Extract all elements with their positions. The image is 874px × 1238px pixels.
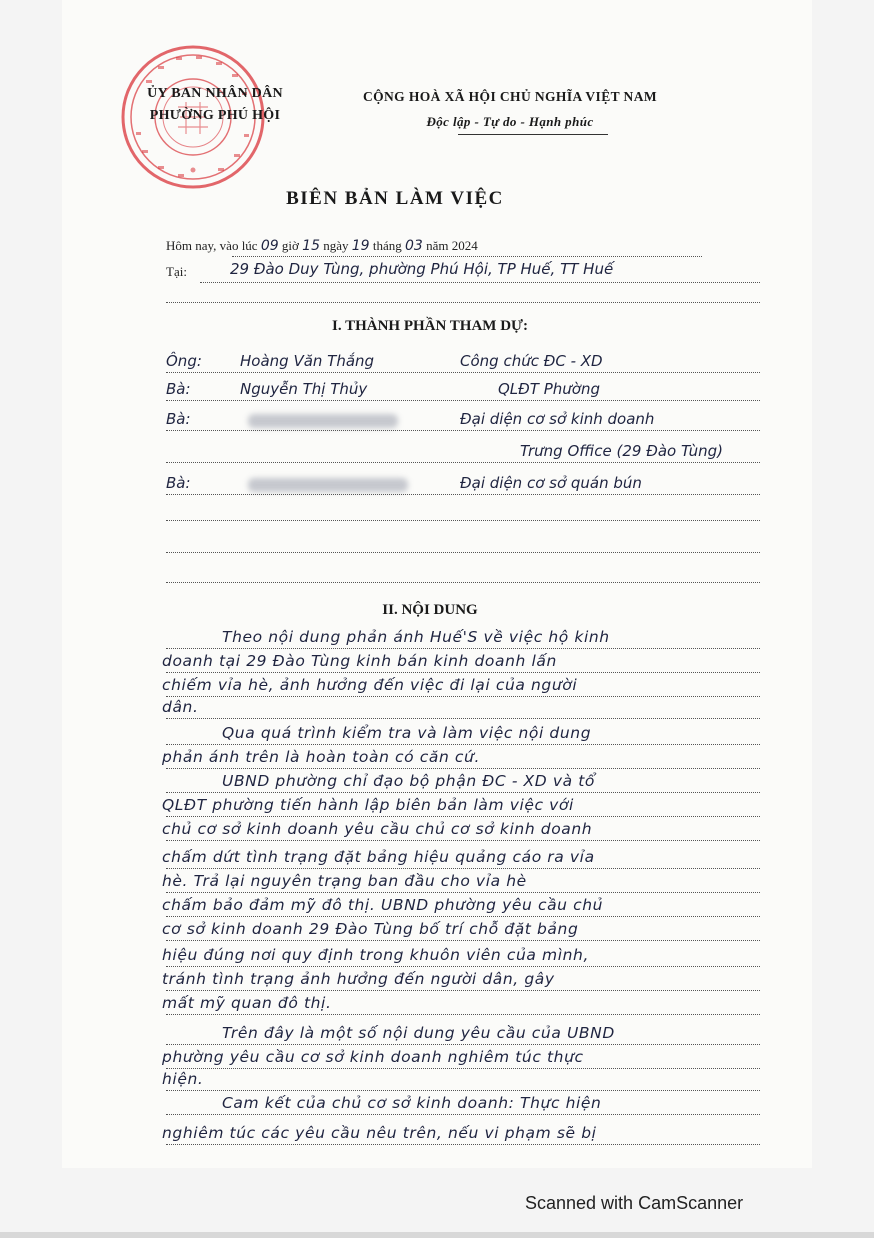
dotted-line xyxy=(166,462,760,463)
section-1-heading: I. THÀNH PHẦN THAM DỰ: xyxy=(332,318,528,334)
date-year: năm 2024 xyxy=(426,238,478,253)
redacted-name xyxy=(248,414,398,428)
dotted-line xyxy=(166,552,760,553)
date-line xyxy=(166,238,706,254)
dotted-line xyxy=(200,282,760,283)
attendee-role: Đại diện cơ sở quán bún xyxy=(460,474,642,492)
section-2-heading: II. NỘI DUNG xyxy=(382,602,478,618)
redacted-name xyxy=(248,478,408,492)
nation-motto: Độc lập - Tự do - Hạnh phúc xyxy=(426,114,594,129)
dotted-line xyxy=(166,840,760,841)
content-line: cơ sở kinh doanh 29 Đào Tùng bố trí chỗ đặt bảng xyxy=(162,920,579,938)
dotted-line xyxy=(232,256,702,257)
date-hour-unit: giờ xyxy=(281,238,299,253)
dotted-line xyxy=(166,494,760,495)
org-name-line1: ỦY BAN NHÂN DÂN xyxy=(147,86,283,101)
date-day-label: ngày xyxy=(323,238,349,253)
attendee-name: Hoàng Văn Thắng xyxy=(240,352,375,370)
dotted-line xyxy=(166,744,760,745)
dotted-line xyxy=(166,990,760,991)
motto-underline xyxy=(458,134,608,135)
dotted-line xyxy=(166,302,760,303)
content-line: hiện. xyxy=(162,1070,204,1088)
dotted-line xyxy=(166,792,760,793)
content-line: chiếm vỉa hè, ảnh hưởng đến việc đi lại của người xyxy=(162,676,578,694)
content-line: hiệu đúng nơi quy định trong khuôn viên của mình, xyxy=(162,946,589,964)
dotted-line xyxy=(166,1068,760,1069)
nation-title: CỘNG HOÀ XÃ HỘI CHỦ NGHĨA VIỆT NAM xyxy=(362,89,657,104)
attendee-label: Bà: xyxy=(166,380,191,398)
dotted-line xyxy=(166,672,760,673)
dotted-line xyxy=(166,1044,760,1045)
dotted-line xyxy=(166,520,760,521)
content-line: chấm bảo đảm mỹ đô thị. UBND phường yêu cầu chủ xyxy=(162,896,604,914)
date-prefix: Hôm nay, vào lúc xyxy=(166,238,258,253)
content-line: mất mỹ quan đô thị. xyxy=(162,994,332,1012)
content-line: Qua quá trình kiểm tra và làm việc nội dung xyxy=(222,724,592,742)
content-line: QLĐT phường tiến hành lập biên bản làm việc với xyxy=(162,796,574,814)
dotted-line xyxy=(166,718,760,719)
content-line: hè. Trả lại nguyên trạng ban đầu cho vỉa hè xyxy=(162,872,527,890)
dotted-line xyxy=(166,400,760,401)
dotted-line xyxy=(166,582,760,583)
location-value: 29 Đào Duy Tùng, phường Phú Hội, TP Huế, TT Huế xyxy=(230,260,614,278)
content-line: Cam kết của chủ cơ sở kinh doanh: Thực hiện xyxy=(222,1094,602,1112)
content-line: UBND phường chỉ đạo bộ phận ĐC - XD và tổ xyxy=(222,772,596,790)
document-title: BIÊN BẢN LÀM VIỆC xyxy=(286,188,504,209)
attendee-label: Bà: xyxy=(166,410,191,428)
dotted-line xyxy=(166,1144,760,1145)
attendee-role: QLĐT Phường xyxy=(498,380,600,398)
attendee-role: Công chức ĐC - XD xyxy=(460,352,603,370)
attendee-label: Ông: xyxy=(166,352,202,370)
dotted-line xyxy=(166,1114,760,1115)
content-line: Theo nội dung phản ánh Huế'S về việc hộ kinh xyxy=(222,628,610,646)
attendee-role: Trưng Office (29 Đào Tùng) xyxy=(520,442,724,460)
dotted-line xyxy=(166,768,760,769)
dotted-line xyxy=(166,372,760,373)
content-line: dân. xyxy=(162,698,199,716)
location-label: Tại: xyxy=(166,264,187,279)
dotted-line xyxy=(166,696,760,697)
dotted-line xyxy=(166,940,760,941)
dotted-line xyxy=(166,648,760,649)
scanner-watermark: Scanned with CamScanner xyxy=(525,1193,744,1213)
content-line: Trên đây là một số nội dung yêu cầu của UBND xyxy=(222,1024,615,1042)
content-line: phường yêu cầu cơ sở kinh doanh nghiêm túc thực xyxy=(162,1048,584,1066)
bottom-border xyxy=(0,1232,874,1238)
content-line: chủ cơ sở kinh doanh yêu cầu chủ cơ sở kinh doanh xyxy=(162,820,593,838)
content-line: nghiêm túc các yêu cầu nêu trên, nếu vi phạm sẽ bị xyxy=(162,1124,597,1142)
date-day: 19 xyxy=(351,238,370,254)
dotted-line xyxy=(166,892,760,893)
content-line: tránh tình trạng ảnh hưởng đến người dân, gây xyxy=(162,970,555,988)
date-month: 03 xyxy=(404,238,423,254)
dotted-line xyxy=(166,430,760,431)
dotted-line xyxy=(166,1090,760,1091)
dotted-line xyxy=(166,916,760,917)
date-month-label: tháng xyxy=(372,238,402,253)
dotted-line xyxy=(166,868,760,869)
content-line: doanh tại 29 Đào Tùng kinh bán kinh doanh lấn xyxy=(162,652,557,670)
dotted-line xyxy=(166,816,760,817)
attendee-name: Nguyễn Thị Thủy xyxy=(240,380,368,398)
attendee-role: Đại diện cơ sở kinh doanh xyxy=(460,410,655,428)
date-minute: 15 xyxy=(302,238,320,254)
content-line: chấm dứt tình trạng đặt bảng hiệu quảng cáo ra vỉa xyxy=(162,848,595,866)
dotted-line xyxy=(166,966,760,967)
attendee-label: Bà: xyxy=(166,474,191,492)
dotted-line xyxy=(166,1014,760,1015)
content-line: phản ánh trên là hoàn toàn có căn cứ. xyxy=(162,748,480,766)
date-hour: 09 xyxy=(260,238,279,254)
org-name-line2: PHƯỜNG PHÚ HỘI xyxy=(149,108,281,123)
